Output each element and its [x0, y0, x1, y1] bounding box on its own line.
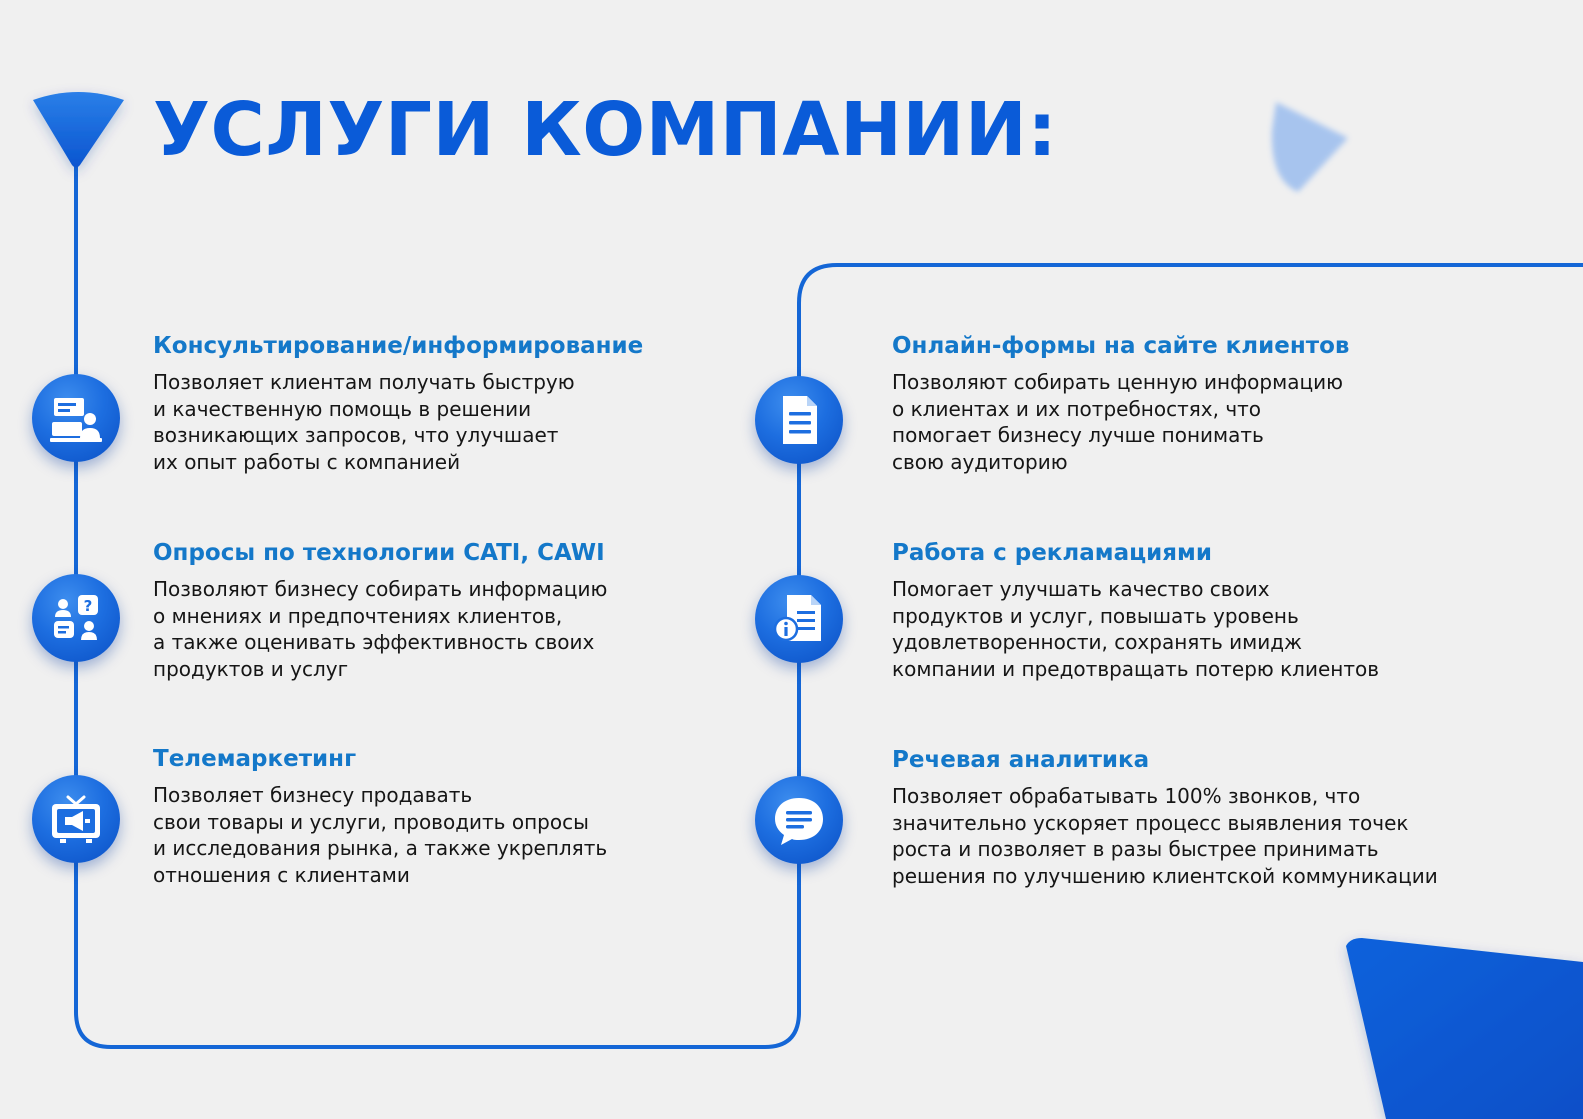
blurred-triangle-shape — [1272, 102, 1348, 192]
service-speech-analytics — [892, 745, 1438, 889]
service-title: Речевая аналитика — [892, 747, 1150, 773]
page-title: УСЛУГИ КОМПАНИИ: — [153, 87, 1058, 173]
svg-text:?: ? — [83, 597, 93, 615]
service-description: Позволяет обрабатывать 100% звонков, что значительно ускоряет процесс выявления точек роста и позволяет в разы быстрее принимать решения по улучшению клиентской коммуникации — [892, 784, 1438, 888]
service-description: Позволяют бизнесу собирать информацию о мнениях и предпочтениях клиентов, а также оценивать эффективность своих продуктов и услуг — [153, 577, 608, 681]
service-description: Позволяет клиентам получать быструю и качественную помощь в решении возникающих запросов, что улучшает их опыт работы с компанией — [153, 370, 575, 474]
corner-triangle-shape — [1346, 938, 1583, 1119]
speech-bubble-icon — [755, 776, 843, 864]
tv-megaphone-icon — [32, 775, 120, 863]
service-complaints — [892, 538, 1379, 682]
service-title: Консультирование/информирование — [153, 333, 644, 359]
service-title: Работа с рекламациями — [892, 540, 1212, 566]
consultant-desk-icon — [32, 374, 120, 462]
service-title: Онлайн-формы на сайте клиентов — [892, 333, 1350, 359]
service-description: Позволяют собирать ценную информацию о клиентах и их потребностях, что помогает бизнесу лучше понимать свою аудиторию — [892, 370, 1343, 474]
triangle-marker-shape — [33, 92, 124, 168]
service-telemarketing — [153, 744, 607, 888]
service-online-forms — [892, 331, 1349, 475]
survey-people-icon — [32, 574, 120, 662]
document-info-icon — [755, 575, 843, 663]
service-title: Опросы по технологии CATI, CAWI — [153, 540, 605, 566]
document-form-icon — [755, 376, 843, 464]
service-description: Помогает улучшать качество своих продуктов и услуг, повышать уровень удовлетворенности, сохранять имидж компании и предотвращать потерю клиентов — [892, 577, 1380, 681]
service-title: Телемаркетинг — [153, 746, 357, 772]
service-description: Позволяет бизнесу продавать свои товары и услуги, проводить опросы и исследования рынка, а также укреплять отношения с клиентами — [153, 783, 608, 887]
service-surveys — [153, 538, 607, 682]
service-consulting — [153, 331, 643, 475]
